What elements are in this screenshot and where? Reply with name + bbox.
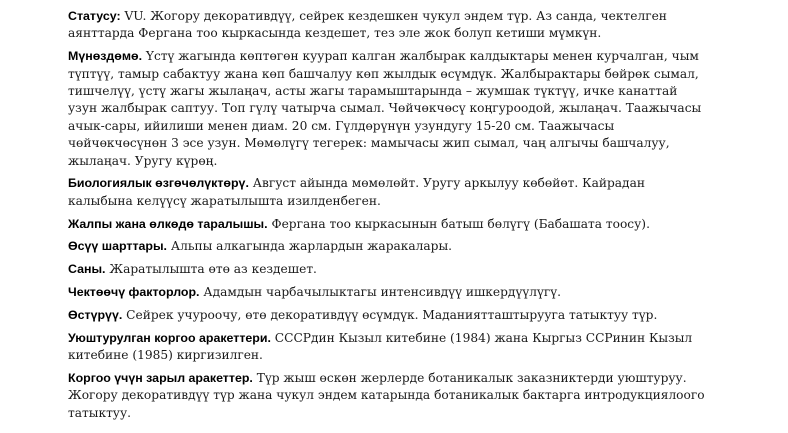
habitat-text: Альпы алкагында жарлардын жаракалары. <box>167 239 453 254</box>
required-actions-text: Түр жыш өскөн жерлерде ботаникалык заказниктерди уюштуруу. Жогору декоративдүү түр жана чукул эндем катарында ботаникалык бактарга интродукциялоого татыктуу. <box>68 370 705 420</box>
biology-heading: Биологиялык өзгөчөлүктөрү. <box>68 176 249 191</box>
biology-text: Август айында мөмөлөйт. Уругу аркылуу көбөйөт. Кайрадан калыбына келүүсү жаратылышта изилденбеген. <box>68 176 645 208</box>
abundance-heading: Саны. <box>68 262 106 277</box>
cultivation-text: Сейрек учуроочу, өтө декоративдүү өсүмдүк. Маданиятташтырууга татыктуу түр. <box>122 307 658 322</box>
habitat-paragraph <box>68 238 708 255</box>
limiting-factors-text: Адамдын чарбачылыктагы интенсивдүү ишкердүүлүгү. <box>199 285 561 300</box>
biology-paragraph <box>68 175 708 210</box>
cultivation-heading: Өстүрүү. <box>68 307 123 322</box>
distribution-paragraph <box>68 216 708 233</box>
required-actions-heading: Коргоо үчүн зарыл аракеттер. <box>68 370 253 385</box>
required-actions-paragraph <box>68 370 708 422</box>
limiting-factors-paragraph <box>68 284 708 301</box>
abundance-paragraph <box>68 261 708 278</box>
description-paragraph <box>68 48 708 170</box>
protection-measures-text: СССРдин Кызыл китебине (1984) жана Кыргыз ССРинин Кызыл китебине (1985) киргизилген. <box>68 330 693 363</box>
protection-measures-paragraph <box>68 330 708 365</box>
limiting-factors-heading: Чектөөчү факторлор. <box>68 285 200 300</box>
protection-measures-heading: Уюштурулган коргоо аракеттери. <box>68 330 271 345</box>
description-heading: Мүнөздөмө. <box>68 49 143 64</box>
description-text: Үстү жагында көптөгөн куурап калган жалбырак калдыктары менен курчалган, чым түптүү, тамыр сабактуу жана көп башчалуу көп жылдык өсүмдүк. Жалбырактары бөйрөк сымал, тишчелүү, үстү жагы жылаңач, асты жагы тарамыштарында – жумшак түктүү, ичке канаттай узун жалбырак саптуу. Топ гүлү чатырча сымал. Чөйчөкчөсү коңгуроодой, жылаңач. Таажычасы ачык-сары, ийилиши менен диам. 20 см. Гүлдөрүнүн узундугу 15-20 см. Таажычасы чөйчөкчөсүнөн 3 эсе узун. Мөмөлүгү тегерек: мамычасы жип сымал, чаң алгычы башчалуу, жылаңач. Уругу күрөң. <box>68 49 702 168</box>
status-heading: Статусу: <box>68 9 121 23</box>
habitat-heading: Өсүү шарттары. <box>68 239 167 254</box>
distribution-text: Фергана тоо кыркасынын батыш бөлүгү (Бабашата тоосу). <box>267 216 650 231</box>
status-text: VU. Жогору декоративдүү, сейрек кездешкен чукул эндем түр. Аз санда, чектелген аянттарда Фергана тоо кыркасында кездешет, тез эле жок болуп кетиши мүмкүн. <box>68 9 667 41</box>
distribution-heading: Жалпы жана өлкөдө таралышы. <box>68 216 268 231</box>
status-paragraph <box>68 8 708 43</box>
cultivation-paragraph <box>68 307 708 324</box>
abundance-text: Жаратылышта өтө аз кездешет. <box>105 262 317 277</box>
document-page <box>68 8 708 427</box>
